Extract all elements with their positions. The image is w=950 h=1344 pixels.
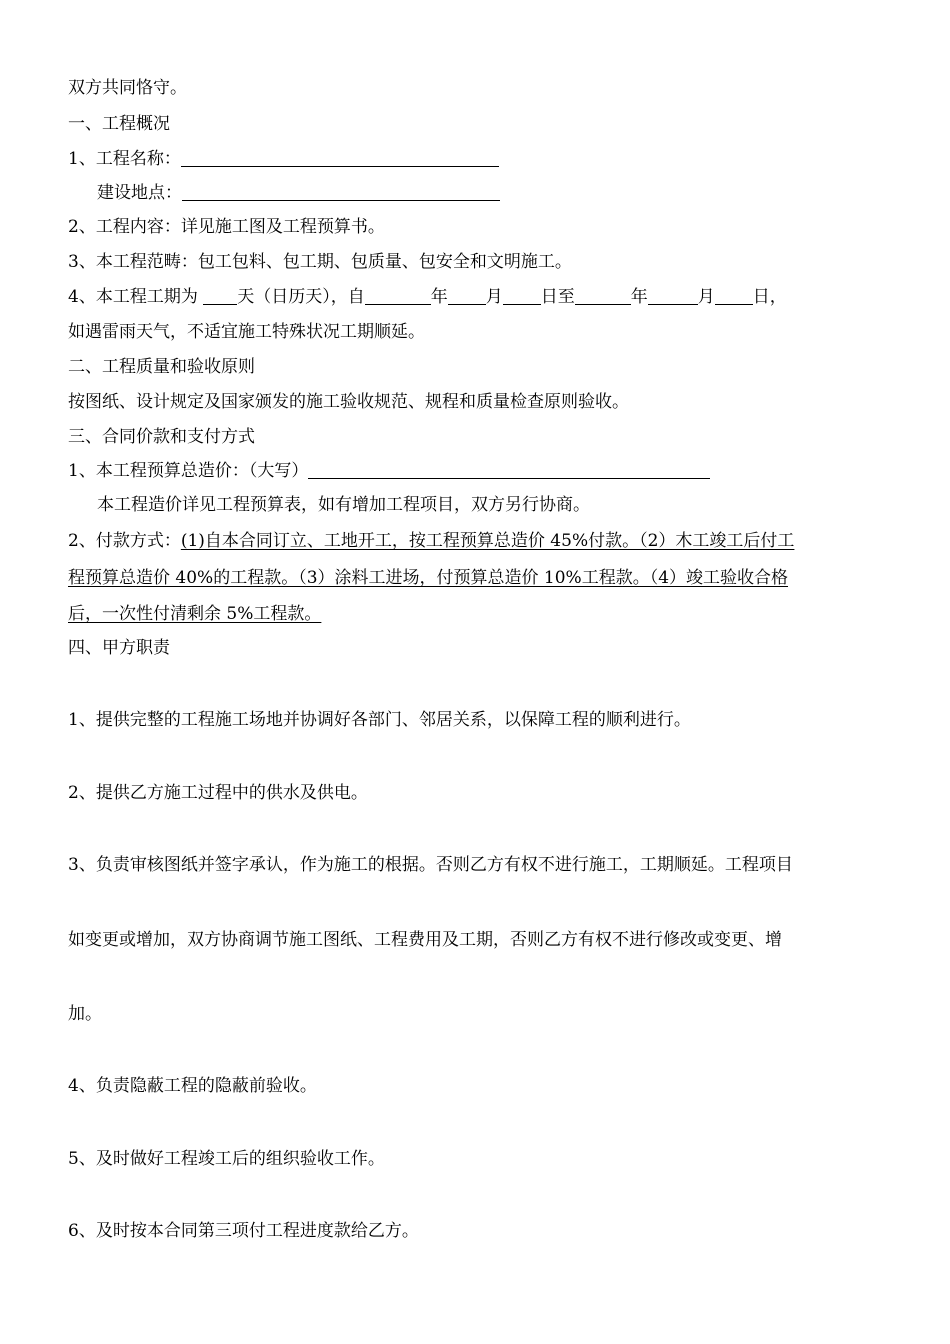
payment-terms-cont: 程预算总造价 40%的工程款。（3）涂料工进场，付预算总造价 10%工程款。（4）竣工验收合格 bbox=[68, 568, 789, 588]
text-line: 按图纸、设计规定及国家颁发的施工验收规范、规程和质量检查原则验收。 bbox=[68, 392, 629, 412]
project-site-label: 建设地点： bbox=[97, 183, 182, 203]
day-label: 日， bbox=[752, 287, 787, 307]
duration-label: 4、本工程工期为 bbox=[68, 287, 198, 307]
payment-line bbox=[68, 531, 794, 551]
text-line: 1、提供完整的工程施工场地并协调好各部门、邻居关系，以保障工程的顺利进行。 bbox=[68, 710, 691, 730]
month-label: 月 bbox=[697, 287, 715, 307]
year-label: 年 bbox=[430, 287, 448, 307]
month-label: 月 bbox=[485, 287, 503, 307]
text-line: 如变更或增加，双方协商调节施工图纸、工程费用及工期，否则乙方有权不进行修改或变更、增 bbox=[68, 930, 782, 950]
project-site-blank bbox=[182, 183, 500, 201]
start-month-blank bbox=[448, 287, 486, 305]
section-heading: 三、合同价款和支付方式 bbox=[68, 427, 255, 447]
total-price-label: 1、本工程预算总造价：（大写） bbox=[68, 461, 309, 481]
text-line: 5、及时做好工程竣工后的组织验收工作。 bbox=[68, 1149, 385, 1169]
text-line: 3、负责审核图纸并签字承认，作为施工的根据。否则乙方有权不进行施工，工期顺延。工程项目 bbox=[68, 855, 793, 875]
year-label: 年 bbox=[630, 287, 648, 307]
project-name-line bbox=[68, 149, 499, 169]
end-month-blank bbox=[648, 287, 698, 305]
payment-terms: (1)自本合同订立、工地开工，按工程预算总造价 45%付款。（2）木工竣工后付工 bbox=[180, 531, 795, 551]
end-day-blank bbox=[715, 287, 753, 305]
start-day-blank bbox=[503, 287, 541, 305]
section-heading: 二、工程质量和验收原则 bbox=[68, 357, 255, 377]
text-line: 2、工程内容：详见施工图及工程预算书。 bbox=[68, 217, 385, 237]
total-price-blank bbox=[308, 461, 710, 479]
project-name-blank bbox=[181, 149, 499, 167]
payment-label: 2、付款方式： bbox=[68, 531, 181, 551]
start-year-blank bbox=[365, 287, 431, 305]
text-line: 双方共同恪守。 bbox=[68, 78, 187, 98]
end-year-blank bbox=[575, 287, 631, 305]
payment-terms-cont: 后，一次性付清剩余 5%工程款。 bbox=[68, 604, 322, 624]
text-line: 2、提供乙方施工过程中的供水及供电。 bbox=[68, 783, 368, 803]
text-line: 本工程造价详见工程预算表，如有增加工程项目，双方另行协商。 bbox=[97, 495, 590, 515]
section-heading: 一、工程概况 bbox=[68, 114, 170, 134]
section-heading: 四、甲方职责 bbox=[68, 638, 170, 658]
project-name-label: 1、工程名称： bbox=[68, 149, 181, 169]
until-label: 日至 bbox=[540, 287, 575, 307]
text-line: 6、及时按本合同第三项付工程进度款给乙方。 bbox=[68, 1221, 419, 1241]
text-line: 3、本工程范畴：包工包料、包工期、包质量、包安全和文明施工。 bbox=[68, 252, 572, 272]
text-line: 加。 bbox=[68, 1004, 102, 1024]
duration-text: 天（日历天），自 bbox=[237, 287, 365, 307]
text-line: 如遇雷雨天气，不适宜施工特殊状况工期顺延。 bbox=[68, 322, 425, 342]
project-site-line bbox=[97, 183, 500, 203]
duration-line bbox=[68, 287, 787, 307]
days-blank bbox=[203, 287, 237, 305]
text-line: 4、负责隐蔽工程的隐蔽前验收。 bbox=[68, 1076, 317, 1096]
total-price-line bbox=[68, 461, 710, 481]
